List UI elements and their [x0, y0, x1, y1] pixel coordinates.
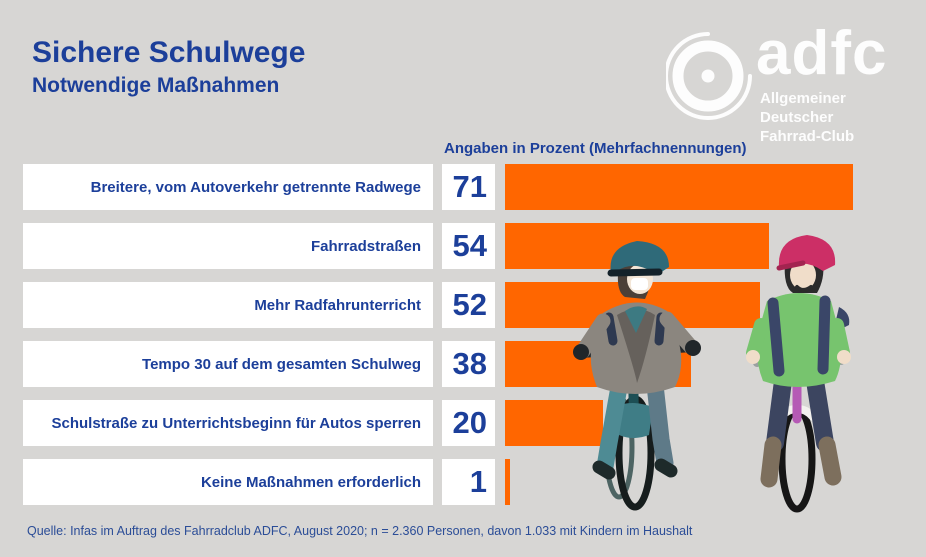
category-label: Breitere, vom Autoverkehr getrennte Radwege [23, 164, 433, 210]
bar [505, 459, 510, 505]
source-note: Quelle: Infas im Auftrag des Fahrradclub ADFC, August 2020; n = 2.360 Personen, davon 1.033 mit Kindern im Haushalt [27, 524, 693, 538]
category-label: Tempo 30 auf dem gesamten Schulweg [23, 341, 433, 387]
category-label: Fahrradstraßen [23, 223, 433, 269]
child-cyclist-right [746, 235, 851, 509]
children-cycling-illustration [545, 221, 893, 519]
title-block [32, 38, 305, 96]
page-title: Sichere Schulwege [32, 36, 306, 69]
adfc-logo [666, 19, 916, 145]
child-cyclist-left [573, 241, 701, 507]
page-subtitle: Notwendige Maßnahmen [32, 74, 280, 97]
logo-subline-2: Fahrrad-Club [760, 127, 855, 145]
value-label: 52 [442, 282, 495, 328]
logo-subline-1: Allgemeiner Deutscher [760, 90, 846, 126]
category-label: Schulstraße zu Unterrichtsbeginn für Autos sperren [23, 400, 433, 446]
category-label: Keine Maßnahmen erforderlich [23, 459, 433, 505]
value-label: 71 [442, 164, 495, 210]
value-label: 54 [442, 223, 495, 269]
wheel-icon [666, 28, 752, 124]
axis-title: Angaben in Prozent (Mehrfachnennungen) [444, 140, 747, 157]
logo-wordmark: adfc [756, 19, 888, 88]
value-label: 38 [442, 341, 495, 387]
logo-subline [760, 90, 916, 146]
chart-row [0, 164, 926, 210]
value-label: 20 [442, 400, 495, 446]
value-label: 1 [442, 459, 495, 505]
category-label: Mehr Radfahrunterricht [23, 282, 433, 328]
bar [505, 164, 853, 210]
